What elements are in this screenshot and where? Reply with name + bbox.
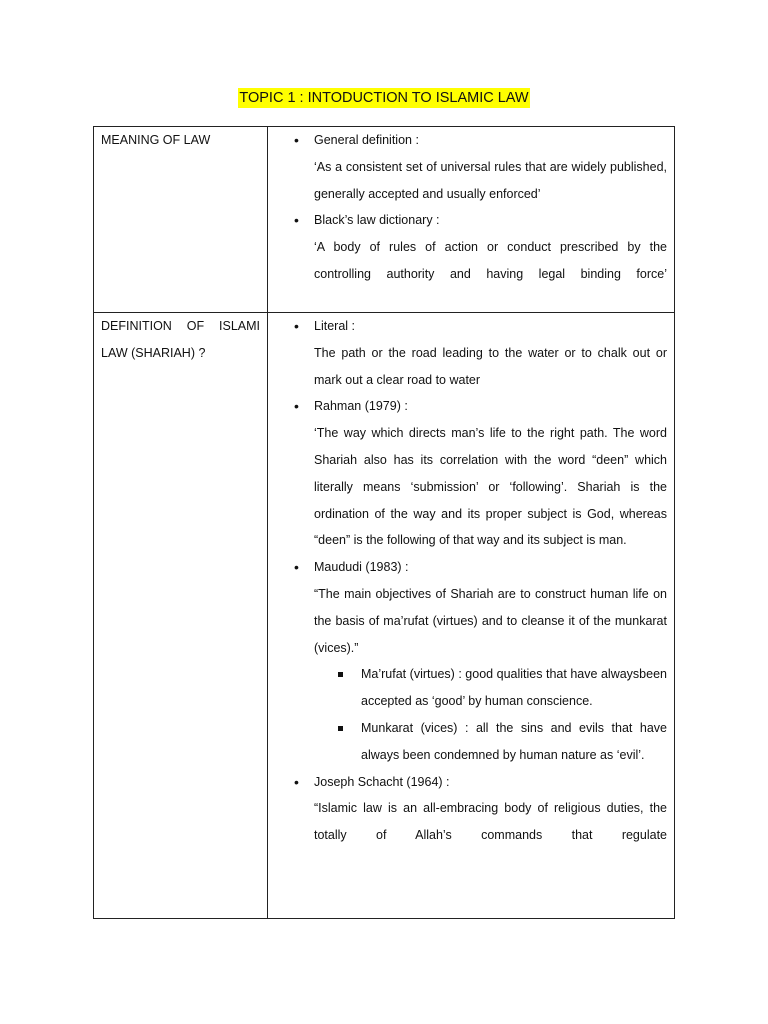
list-item [268, 207, 667, 287]
item-heading: • Rahman (1979) : [314, 399, 408, 414]
item-heading: • Black’s law dictionary : [314, 213, 440, 228]
row-content [268, 127, 675, 313]
list-item [268, 313, 667, 393]
item-text: ‘The way which directs man’s life to the right path. The word Shariah also has its correlation with the word “deen” which literally means ‘submission’ or ‘following’. Shariah is the ordination of the way and its proper subject is God, whereas “deen” is the following of that way and its subject is man. [314, 426, 667, 548]
item-text: “Islamic law is an all-embracing body of religious duties, the totally of Allah’s commands that regulate [314, 801, 667, 843]
row-label: MEANING OF LAW [94, 127, 268, 313]
item-heading: • Joseph Schacht (1964) : [314, 774, 450, 789]
row-content [268, 313, 675, 919]
item-text: The path or the road leading to the water or to chalk out or mark out a clear road to water [314, 345, 667, 387]
sub-list-item: Ma’rufat (virtues) : good qualities that have alwaysbeen accepted as ‘good’ by human conscience. [314, 661, 667, 715]
list-item [268, 769, 667, 849]
content-table [93, 126, 675, 919]
table-row [94, 127, 675, 313]
list-item [268, 127, 667, 207]
item-text: ‘A body of rules of action or conduct prescribed by the controlling authority and having legal binding force’ [314, 240, 667, 281]
list-item [268, 393, 667, 554]
item-heading: • Maududi (1983) : [314, 560, 409, 575]
sub-list-item: Munkarat (vices) : all the sins and evils that have always been condemned by human nature as ‘evil’. [314, 715, 667, 769]
document-title: TOPIC 1 : INTODUCTION TO ISLAMIC LAW [239, 90, 529, 106]
item-heading: • Literal : [314, 319, 355, 333]
list-item [268, 554, 667, 768]
table-row [94, 313, 675, 919]
row-label: DEFINITION OF ISLAMI LAW (SHARIAH) ? [94, 313, 268, 919]
item-heading: • General definition : [314, 133, 419, 147]
bullet-list [268, 127, 667, 288]
item-text: ‘As a consistent set of universal rules that are widely published, generally accepted and usually enforced’ [314, 159, 667, 201]
item-text: “The main objectives of Shariah are to construct human life on the basis of ma’rufat (virtues) and to cleanse it of the munkarat (vices).” [314, 586, 667, 655]
bullet-list [268, 313, 667, 849]
title-container [0, 88, 768, 108]
sub-bullet-list [314, 661, 667, 768]
